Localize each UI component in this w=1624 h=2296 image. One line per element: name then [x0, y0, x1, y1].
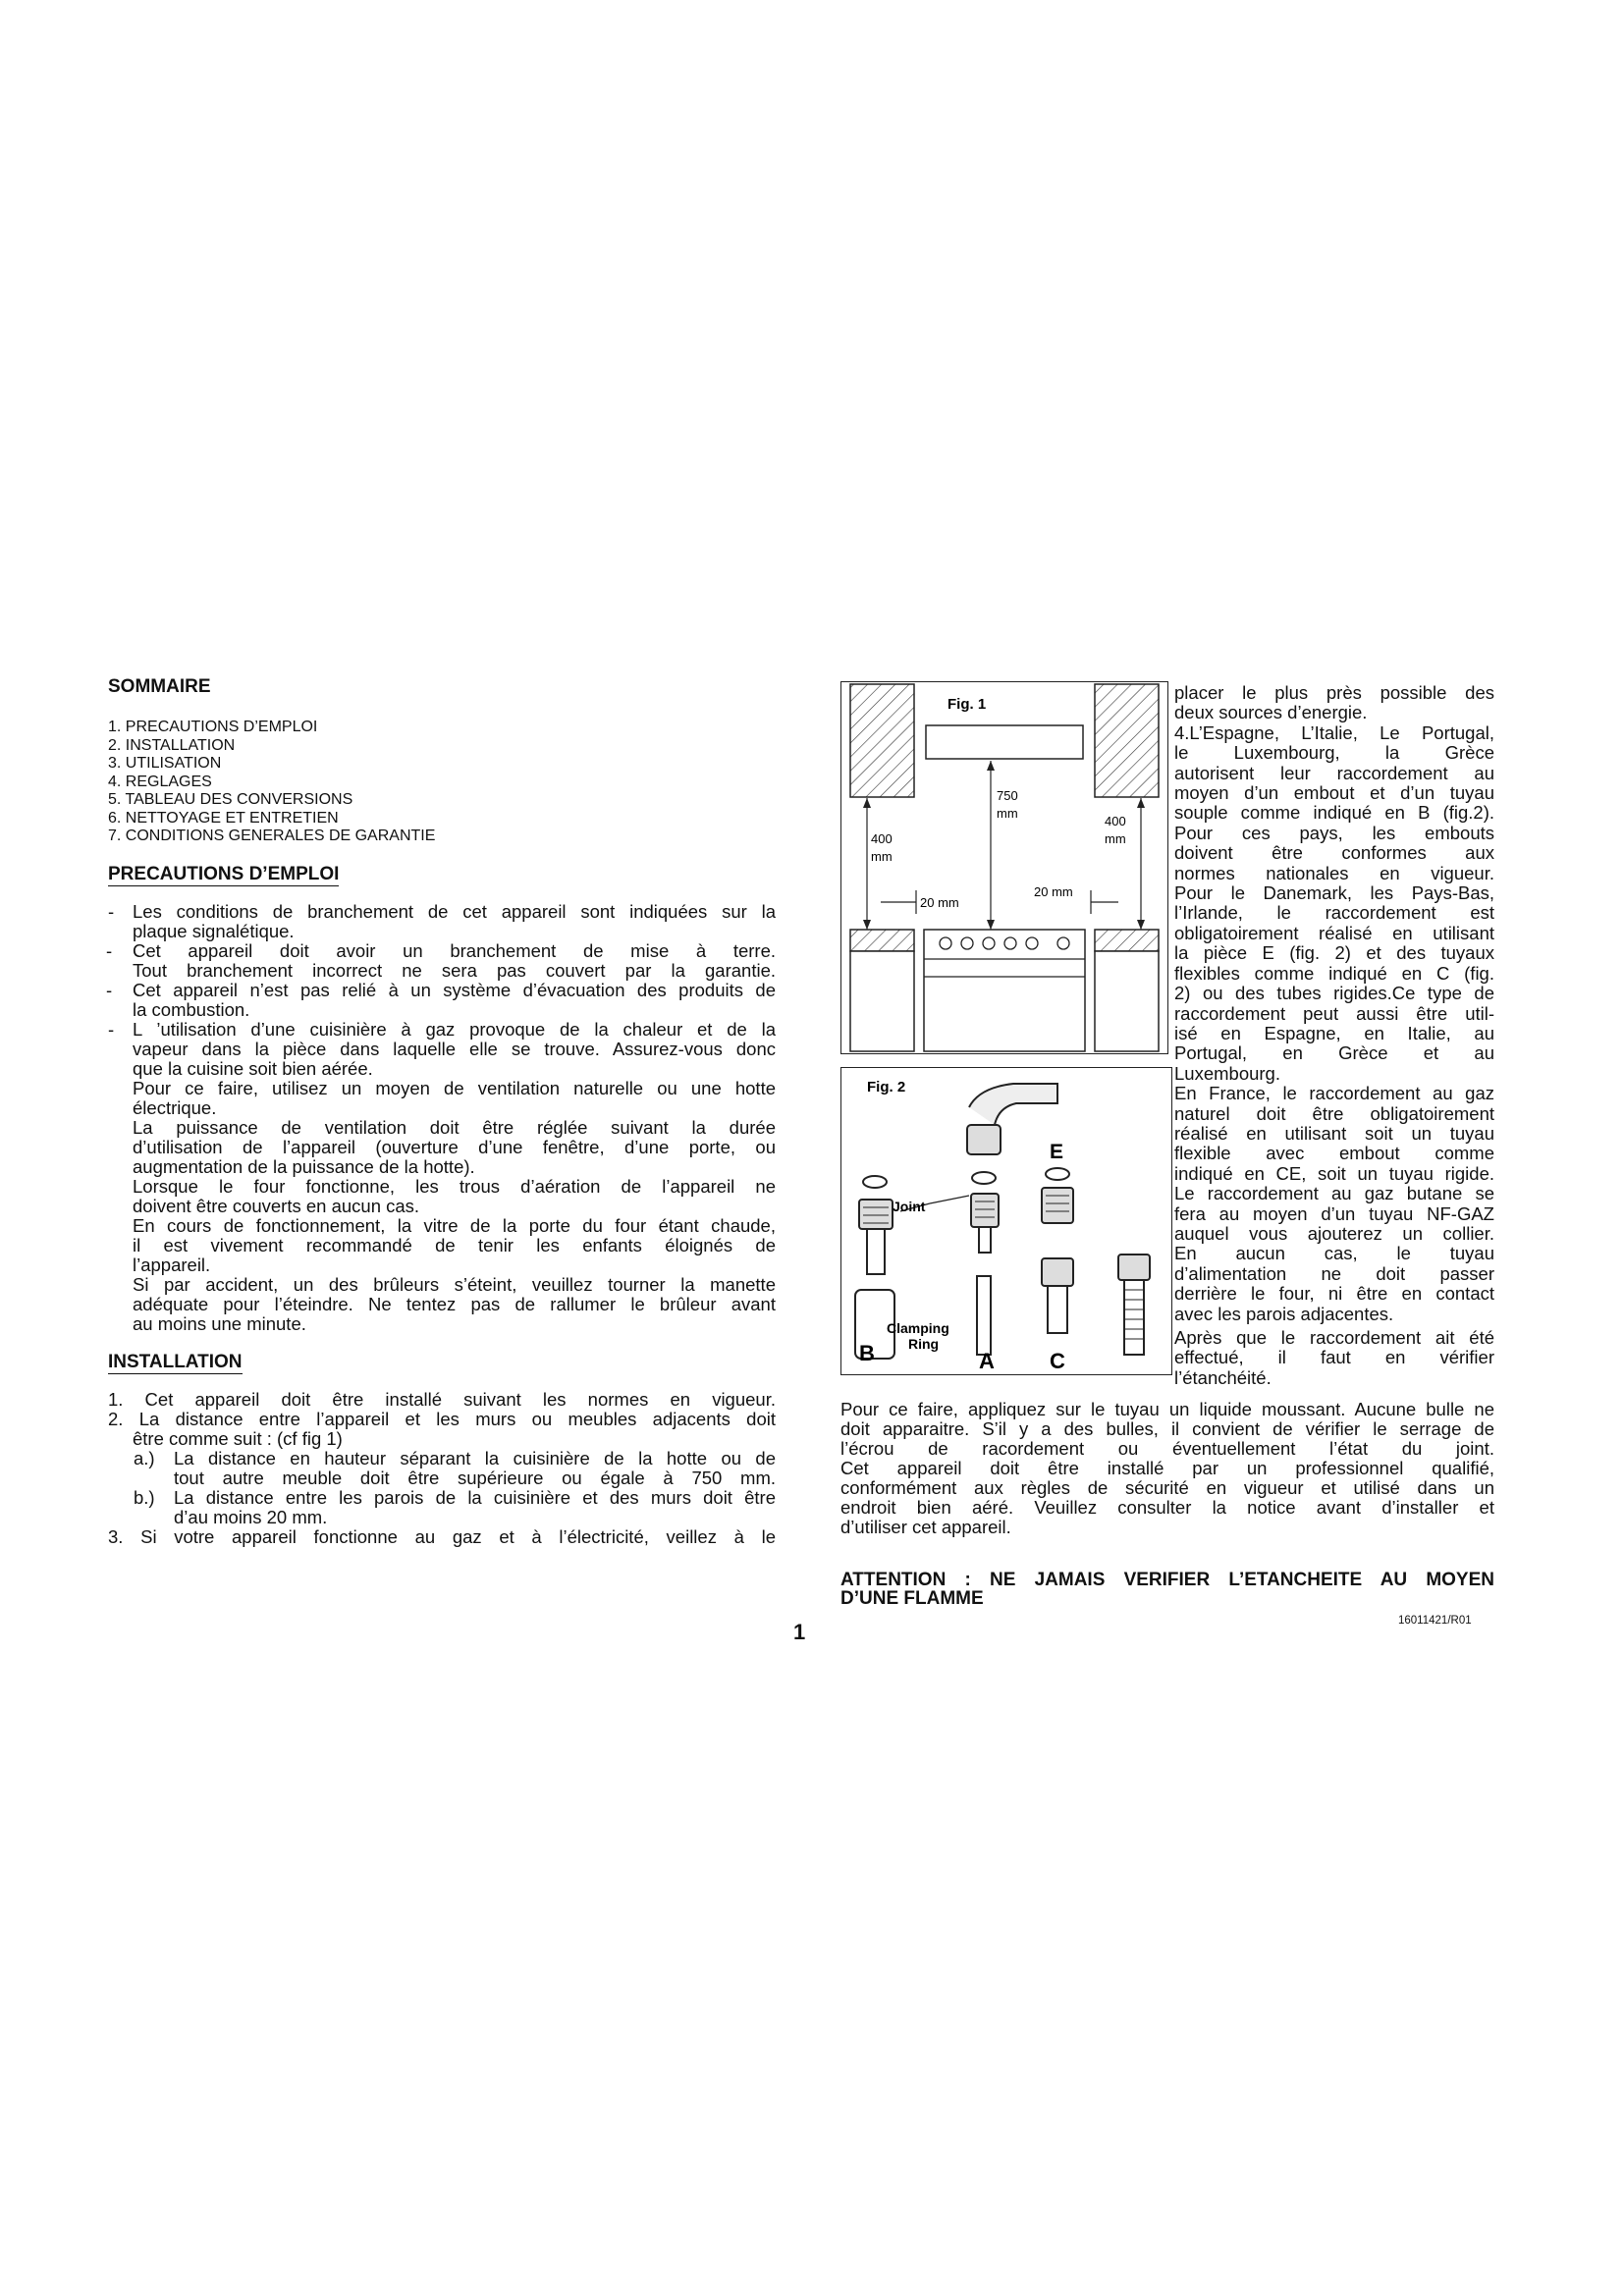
- text-line: 1. Cet appareil doit être installé suivant les normes en vigueur.: [108, 1388, 776, 1410]
- precaution-item: - Les conditions de branchement de cet appareil sont indiquées sur la plaque signalétique.: [108, 900, 776, 941]
- precautions-list: [108, 902, 776, 1334]
- text-line: d’utiliser cet appareil.: [840, 1517, 1011, 1537]
- joint-label: Joint: [893, 1199, 926, 1214]
- lower-cabinet-right: [1095, 951, 1159, 1051]
- attention-warning: [840, 1571, 1494, 1608]
- precaution-item: - Cet appareil n’est pas relié à un système d’évacuation des produits de la combustion.: [106, 979, 776, 1020]
- text-line: la pièce E (fig. 2) et des tuyaux: [1174, 942, 1494, 964]
- text-line: l’Irlande, le raccordement est: [1174, 902, 1494, 924]
- nozzle-center: [979, 1227, 991, 1253]
- text-line: obligatoirement réalisé en utilisant: [1174, 922, 1494, 943]
- nut-C: [1042, 1258, 1073, 1286]
- text-line: fera au moyen d’un tuyau NF-GAZ: [1174, 1202, 1494, 1224]
- text-line: Le raccordement au gaz butane se: [1174, 1183, 1494, 1204]
- text-line: que la cuisine soit bien aérée.: [133, 1057, 373, 1079]
- text-line: isé en Espagne, en Italie, au: [1174, 1022, 1494, 1043]
- summary-list: [108, 719, 776, 846]
- text-line: Portugal, en Grèce et au: [1174, 1042, 1494, 1064]
- dim-750-unit: mm: [997, 806, 1018, 821]
- piece-E: [1042, 1188, 1073, 1223]
- text-line: l’appareil.: [133, 1254, 211, 1275]
- washer-right: [1046, 1168, 1069, 1180]
- text-line: Les conditions de branchement de cet appareil sont indiquées sur la: [133, 900, 776, 922]
- nozzle-left: [867, 1229, 885, 1274]
- text-line: le Luxembourg, la Grèce: [1174, 742, 1494, 764]
- text-line: au moins une minute.: [133, 1312, 306, 1334]
- rigid-pipe: [977, 1276, 991, 1355]
- summary-item: 2. INSTALLATION: [108, 736, 236, 754]
- dim-20-right: 20 mm: [1034, 884, 1073, 899]
- fitting-left: [859, 1200, 893, 1229]
- summary-item: 6. NETTOYAGE ET ENTRETIEN: [108, 809, 339, 827]
- text-line: d’alimentation ne doit passer: [1174, 1262, 1494, 1284]
- text-line: plaque signalétique.: [133, 920, 295, 941]
- text-line: conformément aux règles de sécurité en vigueur et utilisé dans un: [840, 1477, 1494, 1498]
- hood: [926, 725, 1083, 759]
- text-line: réalisé en utilisant soit un tuyau: [1174, 1122, 1494, 1144]
- summary-title: SOMMAIRE: [108, 676, 211, 697]
- figure-label: Fig. 1: [947, 696, 987, 713]
- text-line: Luxembourg.: [1174, 1062, 1280, 1084]
- text-line: moyen d’un embout et d’un tuyau: [1174, 782, 1494, 804]
- document-reference: 16011421/R01: [1398, 1615, 1472, 1627]
- elbow-pipe: [969, 1084, 1057, 1125]
- precaution-item: - Cet appareil doit avoir un branchement de mise à terre. Tout branchement incorrect ne sera pas couvert par la garantie.: [106, 939, 776, 981]
- summary-item: 3. UTILISATION: [108, 755, 222, 772]
- fitting-center: [971, 1194, 999, 1227]
- text-line: autorisent leur raccordement au: [1174, 762, 1494, 783]
- figure-2-drawing: [841, 1068, 1171, 1374]
- label-E: E: [1050, 1141, 1064, 1163]
- text-line: d’au moins 20 mm.: [174, 1506, 328, 1527]
- text-line: La distance entre les parois de la cuisinière et des murs doit être: [174, 1486, 776, 1508]
- knob: [961, 937, 973, 949]
- text-line: indiqué en CE, soit un tuyau rigide.: [1174, 1162, 1494, 1184]
- right-column: [1174, 683, 1494, 1388]
- text-line: doivent être conformes aux: [1174, 842, 1494, 864]
- text-line: En France, le raccordement au gaz: [1174, 1083, 1494, 1104]
- text-line: auquel vous ajouterez un collier.: [1174, 1222, 1494, 1244]
- figure-2: [840, 1067, 1172, 1375]
- text-line: d’utilisation de l’appareil (ouverture d’une fenêtre, d’une porte, ou: [133, 1136, 776, 1157]
- text-line: Pour le Danemark, les Pays-Bas,: [1174, 882, 1494, 904]
- figure-1-drawing: [841, 682, 1167, 1053]
- text-line: naturel doit être obligatoirement: [1174, 1102, 1494, 1124]
- text-line: Pour ces pays, les embouts: [1174, 822, 1494, 843]
- clamping-label: Clamping: [887, 1320, 949, 1336]
- text-line: Après que le raccordement ait été: [1174, 1327, 1494, 1348]
- knob: [940, 937, 951, 949]
- knob: [983, 937, 995, 949]
- text-line: Tout branchement incorrect ne sera pas couvert par la garantie.: [133, 959, 776, 981]
- dim-20-left: 20 mm: [920, 895, 959, 910]
- text-line: En aucun cas, le tuyau: [1174, 1243, 1494, 1264]
- text-line: La distance en hauteur séparant la cuisinière de la hotte ou de: [174, 1447, 776, 1468]
- text-line: souple comme indiqué en B (fig.2).: [1174, 802, 1494, 824]
- lower-cabinet-left: [850, 951, 914, 1051]
- text-line: 3. Si votre appareil fonctionne au gaz et à l’électricité, veillez à le: [108, 1525, 776, 1547]
- text-line: effectué, il faut en vérifier: [1174, 1347, 1494, 1368]
- text-line: il est vivement recommandé de tenir les enfants éloignés de: [133, 1234, 776, 1255]
- label-C: C: [1050, 1349, 1065, 1373]
- text-line: 4.L’Espagne, L’Italie, Le Portugal,: [1174, 721, 1494, 743]
- text-line: Pour ce faire, appliquez sur le tuyau un liquide moussant. Aucune bulle ne: [840, 1399, 1494, 1419]
- installation-title: INSTALLATION: [108, 1351, 243, 1372]
- summary-item: 1. PRECAUTIONS D’EMPLOI: [108, 719, 318, 735]
- text-line: derrière le four, ni être en contact: [1174, 1283, 1494, 1305]
- text-line: Lorsque le four fonctionne, les trous d’aération de l’appareil ne: [133, 1175, 776, 1197]
- figure-label: Fig. 2: [867, 1079, 906, 1095]
- bottom-paragraph: [840, 1400, 1494, 1537]
- dim-400-right: 400: [1105, 814, 1126, 828]
- knob: [1004, 937, 1016, 949]
- text-line: être comme suit : (cf fig 1): [133, 1427, 343, 1449]
- elbow-nut: [967, 1125, 1001, 1154]
- text-line: flexible avec embout comme: [1174, 1143, 1494, 1164]
- text-line: avec les parois adjacentes.: [1174, 1303, 1394, 1324]
- upper-cabinet-left: [850, 684, 914, 797]
- flexible-nut: [1118, 1255, 1150, 1280]
- text-line: Cet appareil n’est pas relié à un système d’évacuation des produits de: [133, 979, 776, 1000]
- text-line: augmentation de la puissance de la hotte).: [133, 1155, 475, 1177]
- figure-1: [840, 681, 1168, 1054]
- installation-list: [108, 1390, 776, 1547]
- dim-400-left: 400: [871, 831, 893, 846]
- text-line: flexibles comme indiqué en C (fig.: [1174, 962, 1494, 984]
- text-line: Si par accident, un des brûleurs s’éteint, veuillez tourner la manette: [133, 1273, 776, 1295]
- text-line: Pour ce faire, utilisez un moyen de ventilation naturelle ou une hotte: [133, 1077, 776, 1098]
- text-line: la combustion.: [133, 998, 250, 1020]
- text-line: 2. La distance entre l’appareil et les murs ou meubles adjacents doit: [108, 1408, 776, 1429]
- installation-subitem: a.) La distance en hauteur séparant la cuisinière de la hotte ou de tout autre meuble doit être supérieure ou égale à 750 mm.: [134, 1447, 776, 1488]
- flexible-hose: [1124, 1280, 1144, 1355]
- text-line: raccordement peut aussi être util-: [1174, 1002, 1494, 1024]
- text-line: électrique.: [133, 1096, 217, 1118]
- dim-750: 750: [997, 788, 1018, 803]
- text-line: doivent être couverts en aucun cas.: [133, 1195, 420, 1216]
- dim-400-right-unit: mm: [1105, 831, 1126, 846]
- precaution-item: - L ’utilisation d’une cuisinière à gaz provoque de la chaleur et de la vapeur dans la pièce dans laquelle elle se trouve. Assurez-vous donc que la cuisine soit bien aérée. Pour ce faire, utilisez un moyen de ventilation naturelle ou une hotte électrique. La puissance de ventilation doit être réglée suivant la durée d’utilisation de l’appareil (ouverture d’une fenêtre, d’une porte, ou augmentation de la puissance de la hotte). Lorsque le four fonctionne, les trous d’aération de l’appareil ne doivent être couverts en aucun cas. En cours de fonctionnement, la vitre de la porte du four étant chaude, il est vivement recommandé de tenir les enfants éloignés de l’appareil. Si par accident, un des brûleurs s’éteint, veuillez tourner la manette adéquate pour l’éteindre. Ne tentez pas de rallumer le brûleur avant au moins une minute.: [108, 1018, 776, 1334]
- text-line: En cours de fonctionnement, la vitre de la porte du four étant chaude,: [133, 1214, 776, 1236]
- text-line: tout autre meuble doit être supérieure ou égale à 750 mm.: [174, 1467, 776, 1488]
- summary-item: 5. TABLEAU DES CONVERSIONS: [108, 791, 353, 808]
- warning-line: D’UNE FLAMME: [840, 1588, 984, 1609]
- knob: [1026, 937, 1038, 949]
- knob: [1057, 937, 1069, 949]
- worktop-right: [1095, 930, 1159, 951]
- upper-cabinet-right: [1095, 684, 1159, 797]
- page-number: 1: [793, 1620, 806, 1644]
- text-line: vapeur dans la pièce dans laquelle elle se trouve. Assurez-vous donc: [133, 1038, 776, 1059]
- ring-label: Ring: [908, 1336, 940, 1352]
- text-line: doit apparaitre. S’il y a des bulles, il convient de vérifier le serrage de: [840, 1418, 1494, 1439]
- precautions-title: PRECAUTIONS D’EMPLOI: [108, 863, 340, 884]
- washer-left: [863, 1176, 887, 1188]
- text-line: 2) ou des tubes rigides.Ce type de: [1174, 983, 1494, 1004]
- left-column: [108, 677, 776, 1547]
- text-line: La puissance de ventilation doit être réglée suivant la durée: [133, 1116, 776, 1138]
- text-line: Cet appareil doit être installé par un professionnel qualifié,: [840, 1458, 1494, 1478]
- text-line: Cet appareil doit avoir un branchement de mise à terre.: [133, 939, 776, 961]
- text-line: placer le plus près possible des: [1174, 682, 1494, 703]
- warning-line: ATTENTION : NE JAMAIS VERIFIER L’ETANCHEITE AU MOYEN: [840, 1570, 1494, 1590]
- text-line: normes nationales en vigueur.: [1174, 862, 1494, 883]
- text-line: adéquate pour l’éteindre. Ne tentez pas de rallumer le brûleur avant: [133, 1293, 776, 1314]
- washer-center: [972, 1172, 996, 1184]
- dim-400-left-unit: mm: [871, 849, 893, 864]
- label-A: A: [979, 1349, 995, 1373]
- hose-C: [1048, 1286, 1067, 1333]
- label-B: B: [859, 1341, 875, 1365]
- text-line: l’étanchéité.: [1174, 1366, 1272, 1388]
- installation-subitem: b.) La distance entre les parois de la cuisinière et des murs doit être d’au moins 20 mm.: [134, 1486, 776, 1527]
- worktop-left: [850, 930, 914, 951]
- text-line: L ’utilisation d’une cuisinière à gaz provoque de la chaleur et de la: [133, 1018, 776, 1040]
- text-line: endroit bien aéré. Veuillez consulter la notice avant d’installer et: [840, 1497, 1494, 1518]
- summary-item: 7. CONDITIONS GENERALES DE GARANTIE: [108, 828, 436, 844]
- text-line: deux sources d’energie.: [1174, 702, 1368, 723]
- summary-item: 4. REGLAGES: [108, 773, 212, 790]
- text-line: l’écrou de racordement ou éventuellement l’état du joint.: [840, 1438, 1494, 1459]
